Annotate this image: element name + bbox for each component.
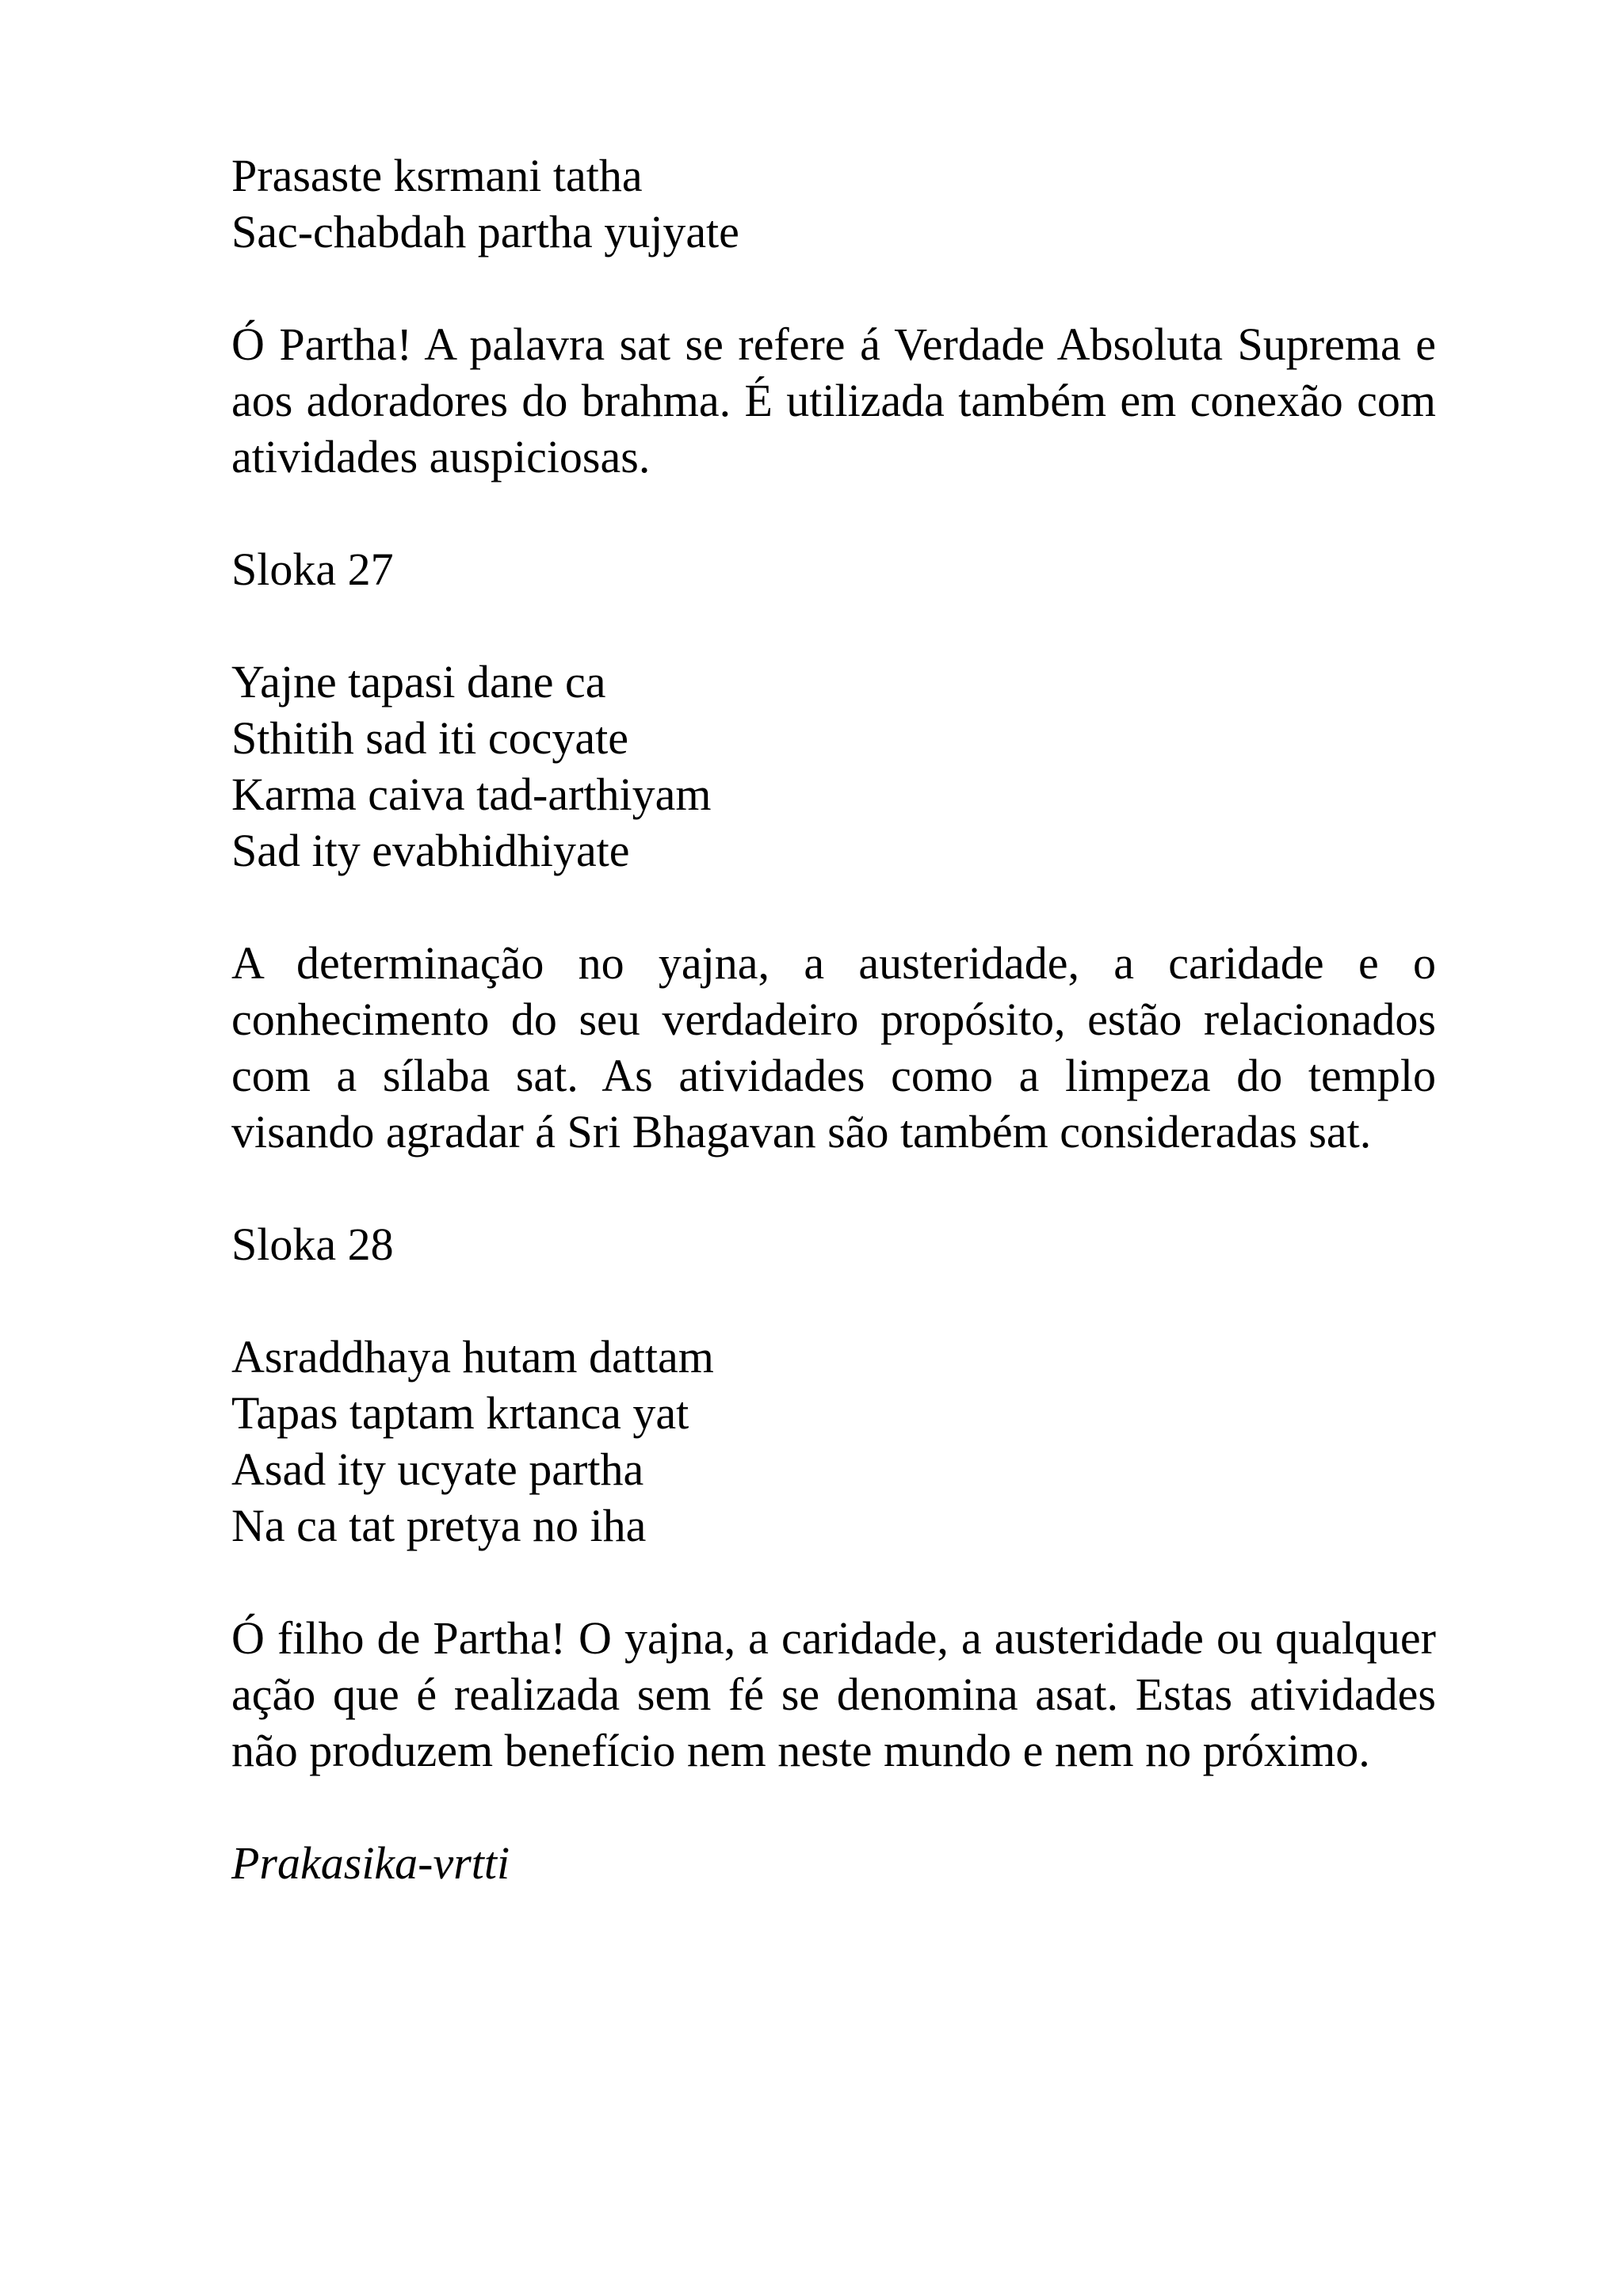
sloka-27-heading: Sloka 27 [231, 543, 394, 595]
verse-line: Sac-chabdah partha yujyate [231, 206, 739, 257]
verse-line: Asad ity ucyate partha [231, 1444, 644, 1495]
verse-26-end [231, 147, 1436, 260]
verse-line: Yajne tapasi dane ca [231, 656, 606, 707]
spacer [231, 1160, 1436, 1216]
commentary-heading: Prakasika-vrtti [231, 1837, 510, 1889]
spacer [231, 1554, 1436, 1610]
sloka-28-translation: Ó filho de Partha! O yajna, a caridade, a austeridade ou qualquer ação que é realizada sem fé se denomina asat. Estas atividades não produzem benefício nem neste mundo e nem no próximo. [231, 1612, 1436, 1776]
verse-line: Sad ity evabhidhiyate [231, 825, 630, 876]
spacer [231, 260, 1436, 316]
verse-line: Prasaste ksrmani tatha [231, 150, 643, 201]
sloka-28-verse [231, 1329, 1436, 1554]
verse-line: Sthitih sad iti cocyate [231, 712, 628, 764]
sloka-28-heading: Sloka 28 [231, 1219, 394, 1270]
spacer [231, 879, 1436, 935]
translation-paragraph: Ó Partha! A palavra sat se refere á Verdade Absoluta Suprema e aos adoradores do brahma. É utilizada também em conexão com atividades auspiciosas. [231, 318, 1436, 482]
spacer [231, 1272, 1436, 1329]
verse-line: Karma caiva tad-arthiyam [231, 769, 712, 820]
sloka-27-verse [231, 654, 1436, 879]
verse-line: Na ca tat pretya no iha [231, 1500, 647, 1551]
verse-line: Asraddhaya hutam dattam [231, 1331, 714, 1383]
sloka-27-translation: A determinação no yajna, a austeridade, a caridade e o conhecimento do seu verdadeiro propósito, estão relacionados com a sílaba sat. As atividades como a limpeza do templo visando agradar á Sri Bhagavan são também consideradas sat. [231, 937, 1436, 1158]
text-column [231, 147, 1436, 1891]
spacer [231, 1779, 1436, 1835]
spacer [231, 485, 1436, 541]
verse-line: Tapas taptam krtanca yat [231, 1387, 689, 1439]
spacer [231, 597, 1436, 654]
